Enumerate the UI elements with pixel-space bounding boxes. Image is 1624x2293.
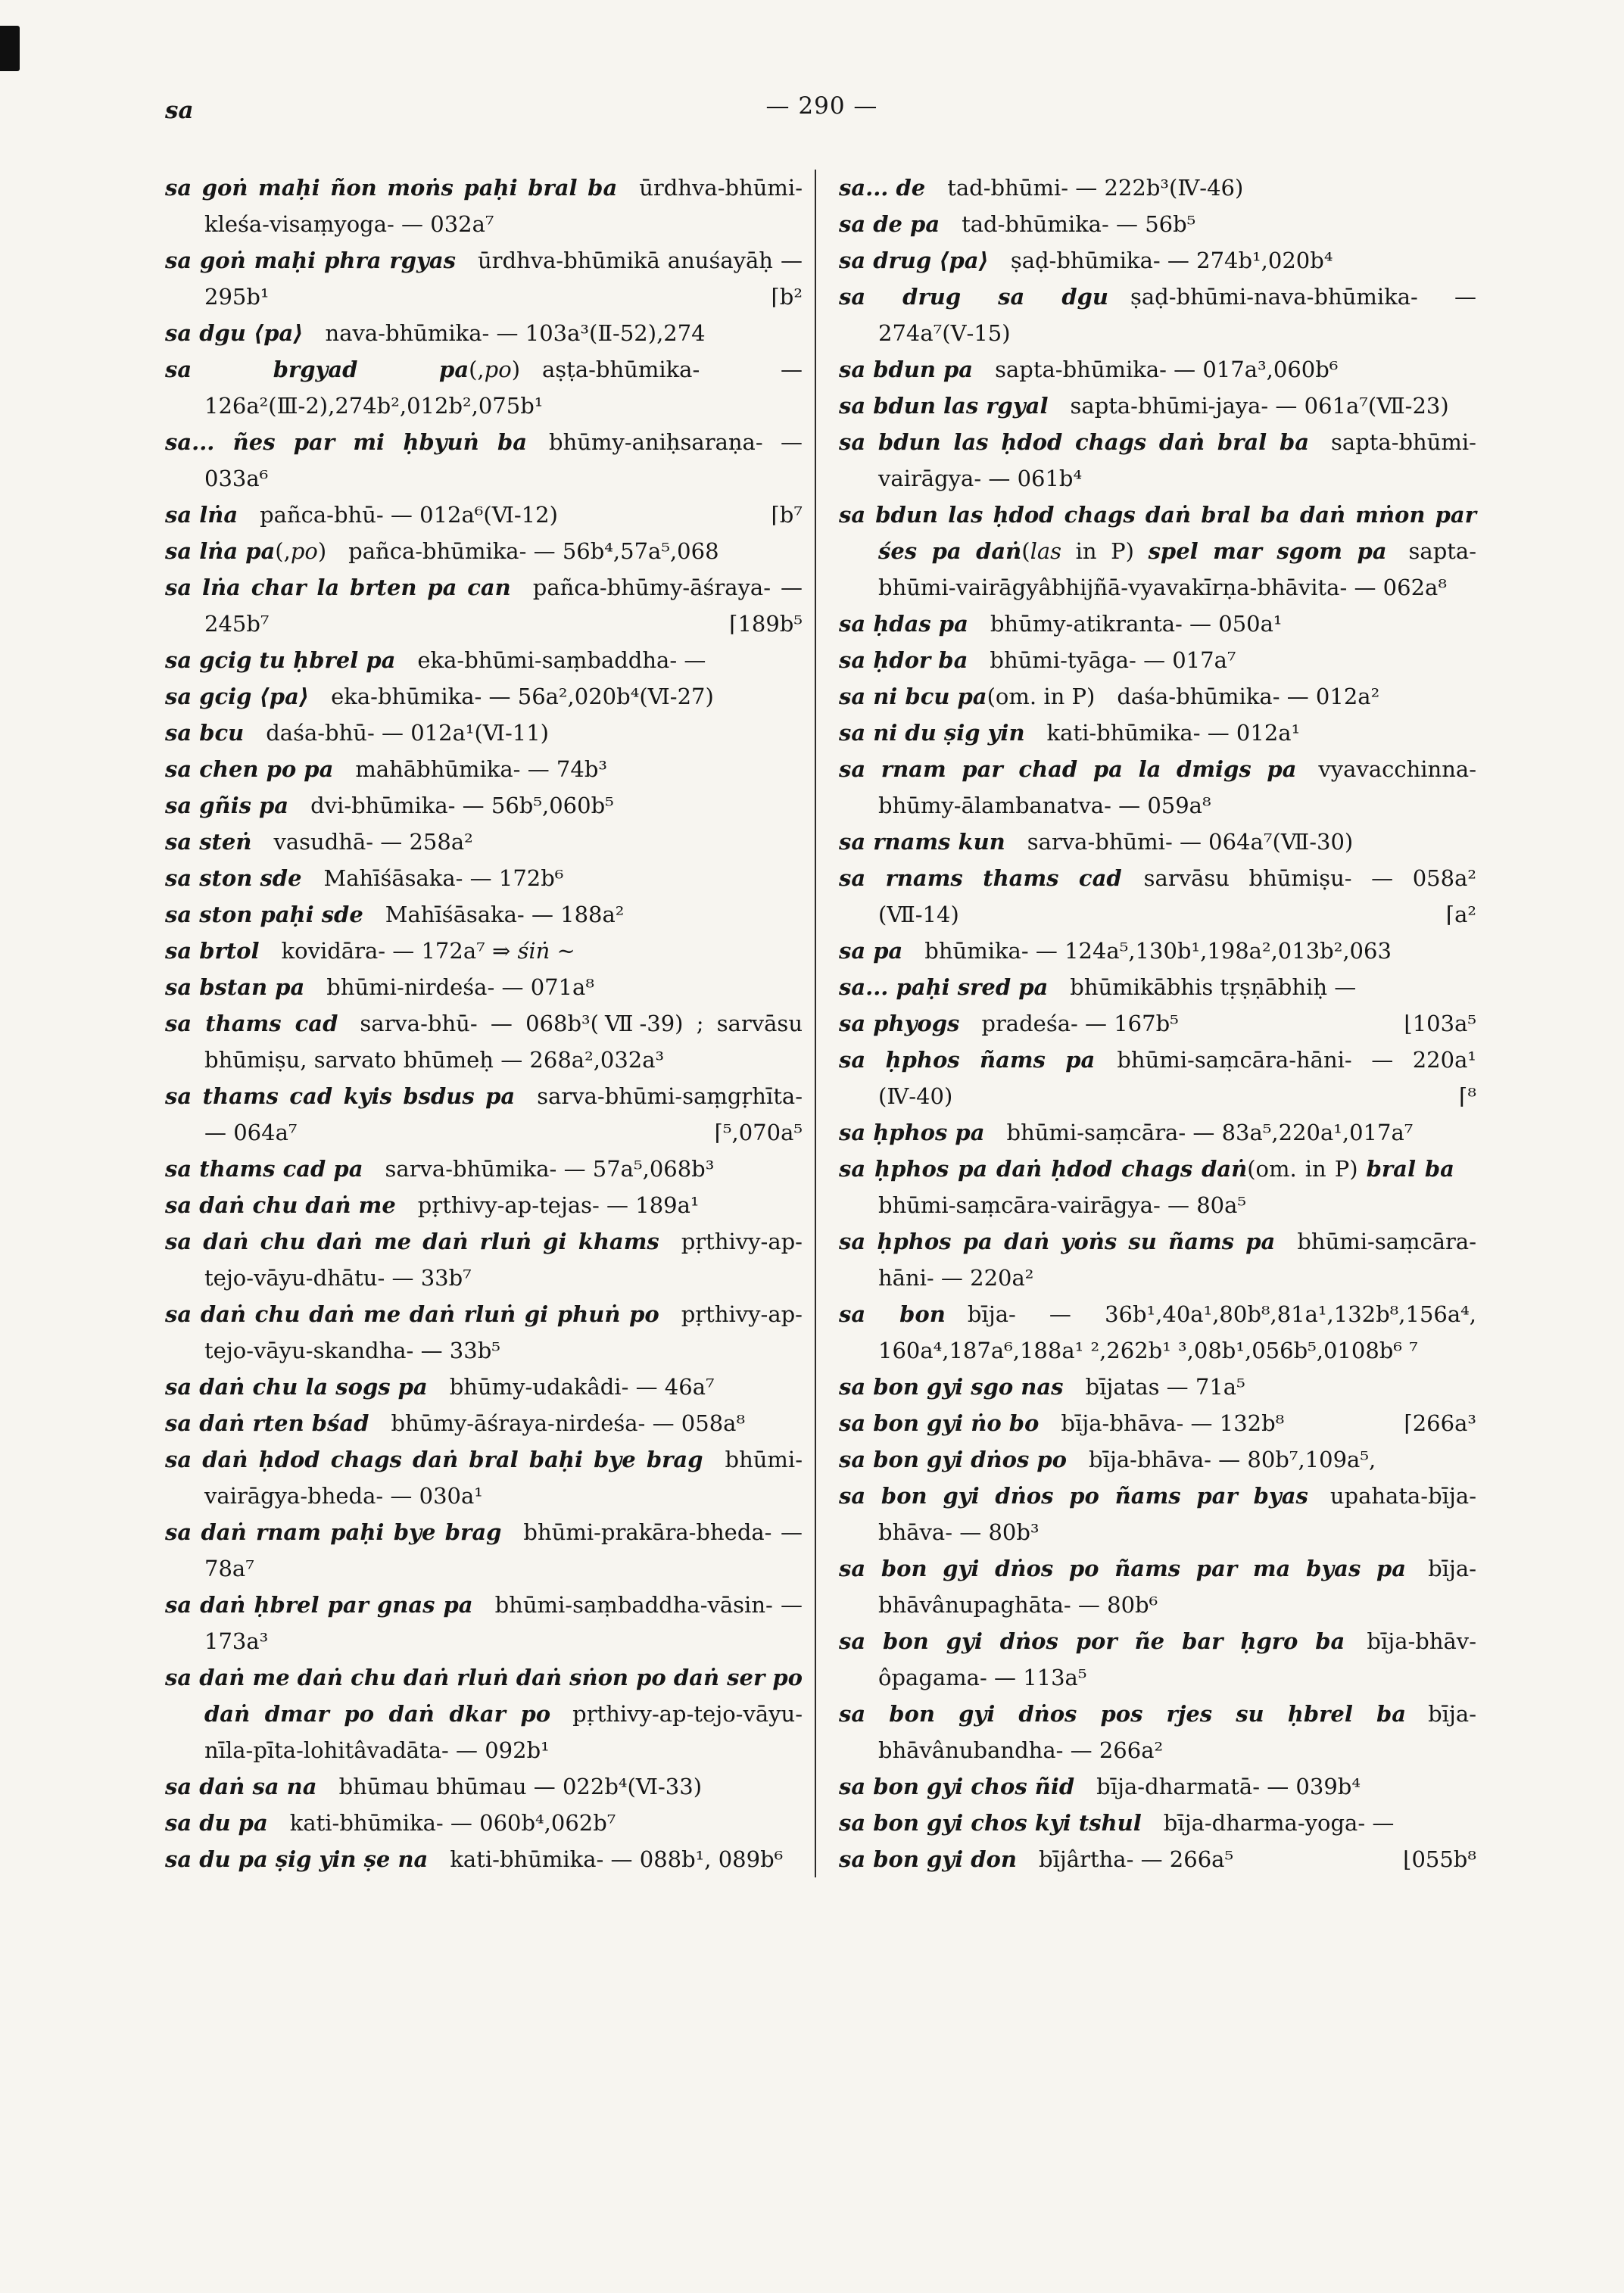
gloss-text: vyavacchinna-bhūmy-ālambanatva- — 059a⁸ [878, 756, 1476, 818]
dictionary-entry [165, 1369, 803, 1405]
tibetan-term: sa daṅ chu daṅ me [165, 1192, 396, 1218]
gloss-text: kovidāra- — 172a⁷ ⇒ [259, 938, 518, 964]
gloss-text: kati-bhūmika- — 060b⁴,062b⁷ [267, 1810, 616, 1836]
gloss-text: ) aṣṭa-bhūmika- — 126a²(Ⅲ-2),274b²,012b²,075b¹ [204, 357, 803, 419]
tibetan-term: sa drug sa dgu [839, 284, 1108, 310]
dictionary-entry [839, 206, 1476, 242]
dictionary-entry [839, 1441, 1476, 1478]
dictionary-entry [165, 1187, 803, 1223]
tibetan-term: sa steṅ [165, 829, 252, 855]
dictionary-entry [839, 1296, 1476, 1369]
gloss-text: nava-bhūmika- — 103a³(Ⅱ-52),274 [303, 320, 706, 346]
gloss-text: pṛthivy-ap-tejas- — 189a¹ [395, 1192, 700, 1218]
gloss-text: ( [1021, 538, 1030, 564]
gloss-text: sapta-bhūmika- — 017a³,060b⁶ [973, 357, 1339, 382]
tibetan-term: sa goṅ maḥi phra rgyas [165, 248, 456, 273]
tibetan-term: sa daṅ ḥdod chags daṅ bral baḥi bye brag [165, 1447, 703, 1472]
gloss-text: pañca-bhūmy-āśraya- — 245b⁷ [204, 575, 803, 637]
gloss-text: bhūmikābhis tṛṣṇābhiḥ — [1048, 974, 1357, 1000]
gloss-text: bīja-dharma-yoga- — [1141, 1810, 1395, 1836]
dictionary-entry [839, 824, 1476, 860]
gloss-text: bhūmi-nirdeśa- — 071a⁸ [304, 974, 594, 1000]
tibetan-term: sa dgu ⟨pa⟩ [165, 320, 304, 346]
gloss-text: bīja-bhāva- — 132b⁸ [1039, 1410, 1285, 1436]
dictionary-entry [165, 860, 803, 896]
gloss-text: bhūmi-prakāra-bheda- — 78a⁷ [204, 1519, 803, 1581]
tibetan-term: sa... ñes par mi ḥbyuṅ ba [165, 429, 528, 455]
margin-note: ⌊055b⁸ [1403, 1846, 1476, 1872]
dictionary-entry [165, 1587, 803, 1659]
tibetan-term: sa lṅa pa [165, 538, 276, 564]
tibetan-term: sa brgyad pa [165, 357, 469, 382]
tibetan-term: sa daṅ ḥbrel par gnas pa [165, 1592, 473, 1618]
gloss-text: kati-bhūmika- — 012a¹ [1024, 720, 1301, 746]
gloss-text: pṛthivy-ap-tejo-vāyu-skandha- — 33b⁵ [204, 1301, 803, 1363]
gloss-text: bhūmy-udakâdi- — 46a⁷ [427, 1374, 715, 1400]
tibetan-term: sa bon gyi don [839, 1846, 1017, 1872]
tibetan-term: sa goṅ maḥi ñon moṅs paḥi bral ba [165, 175, 618, 201]
tibetan-term: sa daṅ chu daṅ me daṅ rluṅ gi khams [165, 1229, 659, 1254]
dictionary-entry [165, 824, 803, 860]
tibetan-term: sa ḥphos pa daṅ yoṅs su ñams pa [839, 1229, 1276, 1254]
tibetan-term: sa bon gyi dṅos po ñams par byas [839, 1483, 1308, 1509]
gloss-text: bīja-bhāv-ôpagama- — 113a⁵ [878, 1628, 1476, 1690]
gloss-text: bījatas — 71a⁵ [1063, 1374, 1245, 1400]
tibetan-term: sa ḥphos pa [839, 1120, 985, 1145]
dictionary-entry [839, 1223, 1476, 1296]
dictionary-entry [839, 1805, 1476, 1841]
right-column [816, 170, 1476, 1877]
gloss-text: sapta-bhūmi-vairāgya- — 061b⁴ [878, 429, 1476, 491]
tibetan-term: sa ni bcu pa [839, 684, 987, 709]
margin-note: ⌈⁵,070a⁵ [714, 1120, 803, 1145]
gloss-text: bhūmi-saṃcāra-hāni- — 220a¹ (Ⅳ-40) [878, 1047, 1476, 1109]
dictionary-entry [165, 170, 803, 242]
tibetan-term: sa daṅ sa na [165, 1774, 317, 1799]
gloss-text: bhūmi-saṃbaddha-vāsin- — 173a³ [204, 1592, 803, 1654]
dictionary-entry [839, 1405, 1476, 1441]
tibetan-term: sa bdun las ḥdod chags daṅ bral ba daṅ mṅon par śes pa daṅ [839, 502, 1476, 564]
gloss-text: upahata-bīja-bhāva- — 80b³ [878, 1483, 1476, 1545]
running-head: sa [165, 97, 194, 124]
gloss-text: bhūmau bhūmau — 022b⁴(Ⅵ-33) [316, 1774, 703, 1799]
tibetan-term: sa bdun las ḥdod chags daṅ bral ba [839, 429, 1310, 455]
tibetan-term: sa bcu [165, 720, 245, 746]
italic-text: śiṅ [517, 938, 550, 964]
tibetan-term: sa rnams kun [839, 829, 1005, 855]
dictionary-entry [839, 715, 1476, 751]
gloss-text: bīja- — 36b¹,40a¹,80b⁸,81a¹,132b⁸,156a⁴, 160a⁴,187a⁶,188a¹ ²,262b¹ ³,08b¹,056b⁵,0108b⁶ ⁷ [878, 1301, 1477, 1363]
dictionary-entry [165, 1005, 803, 1078]
gloss-text: daśa-bhū- — 012a¹(Ⅵ-11) [244, 720, 549, 746]
dictionary-entry [165, 715, 803, 751]
gloss-text: pṛthivy-ap-tejo-vāyu-nīla-pīta-lohitâvadāta- — 092b¹ [204, 1701, 803, 1763]
gloss-text: bīja-bhāva- — 80b⁷,109a⁵, [1067, 1447, 1376, 1472]
dictionary-entry [165, 1405, 803, 1441]
tibetan-term: sa daṅ chu la sogs pa [165, 1374, 428, 1400]
tibetan-term: sa ḥphos pa daṅ ḥdod chags daṅ [839, 1156, 1248, 1182]
tibetan-term: sa du pa [165, 1810, 268, 1836]
tibetan-term: sa daṅ rnam paḥi bye brag [165, 1519, 502, 1545]
dictionary-entry [165, 1841, 803, 1877]
dictionary-entry [839, 388, 1476, 424]
dictionary-entry [839, 751, 1476, 824]
tibetan-term: sa pa [839, 938, 903, 964]
margin-note: ⌈189b⁵ [729, 611, 803, 637]
tibetan-term: sa ston paḥi sde [165, 902, 363, 927]
gloss-text: sarvāsu bhūmiṣu- — 058a² (Ⅶ-14) [878, 865, 1476, 927]
italic-text: po [290, 538, 318, 564]
dictionary-entry [839, 279, 1476, 351]
tibetan-term: sa thams cad kyis bsdus pa [165, 1083, 516, 1109]
gloss-text: ~ [550, 938, 575, 964]
tibetan-term: sa bstan pa [165, 974, 305, 1000]
tibetan-term: sa chen po pa [165, 756, 334, 782]
tibetan-term: sa lṅa [165, 502, 238, 528]
tibetan-term: bral ba [1366, 1156, 1454, 1182]
gloss-text: ) pañca-bhūmika- — 56b⁴,57a⁵,068 [317, 538, 719, 564]
dictionary-entry [839, 1550, 1476, 1623]
scan-artifact [0, 26, 20, 71]
dictionary-entry [165, 533, 803, 569]
gloss-text: (om. in P) daśa-bhūmika- — 012a² [987, 684, 1380, 709]
dictionary-entry [165, 896, 803, 933]
left-column [165, 170, 803, 1877]
gloss-text: (om. in P) [1247, 1156, 1367, 1182]
gloss-text: eka-bhūmika- — 56a²,020b⁴(Ⅵ-27) [309, 684, 714, 709]
gloss-text: bīja-dharmatā- — 039b⁴ [1074, 1774, 1361, 1799]
tibetan-term: sa bdun pa [839, 357, 974, 382]
dictionary-entry [839, 1151, 1476, 1223]
dictionary-entry [839, 1478, 1476, 1550]
dictionary-entry [839, 860, 1476, 933]
dictionary-entry [165, 787, 803, 824]
dictionary-entry [165, 1768, 803, 1805]
gloss-text: pañca-bhū- — 012a⁶(Ⅵ-12) [238, 502, 558, 528]
tibetan-term: sa thams cad [165, 1011, 338, 1036]
tibetan-term: sa ḥdor ba [839, 647, 968, 673]
dictionary-entry [165, 1151, 803, 1187]
tibetan-term: sa daṅ chu daṅ me daṅ rluṅ gi phuṅ po [165, 1301, 659, 1327]
dictionary-entry [165, 1514, 803, 1587]
tibetan-term: sa daṅ me daṅ chu daṅ rluṅ daṅ sṅon po daṅ ser po daṅ dmar po daṅ dkar po [165, 1665, 803, 1727]
tibetan-term: sa ni du ṣig yin [839, 720, 1025, 746]
tibetan-term: sa bon gyi dṅos pos rjes su ḥbrel ba [839, 1701, 1407, 1727]
gloss-text: tad-bhūmika- — 56b⁵ [940, 211, 1196, 237]
gloss-text: pradeśa- — 167b⁵ [959, 1011, 1179, 1036]
gloss-text: bhūmy-aniḥsaraṇa- — 033a⁶ [204, 429, 803, 491]
gloss-text: Mahīśāsaka- — 188a² [363, 902, 625, 927]
tibetan-term: sa gcig ⟨pa⟩ [165, 684, 310, 709]
gloss-text: bīja-bhāvânubandha- — 266a² [878, 1701, 1476, 1763]
tibetan-term: spel mar sgom pa [1148, 538, 1387, 564]
tibetan-term: sa... paḥi sred pa [839, 974, 1049, 1000]
tibetan-term: sa rnam par chad pa la dmigs pa [839, 756, 1297, 782]
gloss-text: dvi-bhūmika- — 56b⁵,060b⁵ [288, 793, 614, 818]
dictionary-entry [839, 933, 1476, 969]
tibetan-term: sa bon gyi dṅos po ñams par ma byas pa [839, 1556, 1407, 1581]
gloss-text: mahābhūmika- — 74b³ [333, 756, 608, 782]
dictionary-entry [165, 1805, 803, 1841]
gloss-text: (, [275, 538, 291, 564]
margin-note: ⌈a² [1445, 902, 1476, 927]
gloss-text: bhūmi-saṃcāra-hāni- — 220a² [878, 1229, 1476, 1291]
margin-note: ⌊103a⁵ [1404, 1011, 1476, 1036]
italic-text: po [484, 357, 512, 382]
margin-note: ⌈266a³ [1404, 1410, 1476, 1436]
tibetan-term: sa ḥphos ñams pa [839, 1047, 1096, 1073]
dictionary-entry [839, 351, 1476, 388]
gloss-text: ūrdhva-bhūmi-kleśa-visaṃyoga- — 032a⁷ [204, 175, 803, 237]
tibetan-term: sa brtol [165, 938, 260, 964]
gloss-text: bhūmi-saṃcāra-vairāgya- — 80a⁵ [878, 1156, 1476, 1218]
dictionary-entry [839, 170, 1476, 206]
tibetan-term: sa bon gyi ṅo bo [839, 1410, 1040, 1436]
dictionary-entry [165, 678, 803, 715]
gloss-text: sarva-bhūmi- — 064a⁷(Ⅶ-30) [1005, 829, 1354, 855]
dictionary-entry [839, 497, 1476, 606]
dictionary-entry [165, 642, 803, 678]
tibetan-term: sa ḥdas pa [839, 611, 968, 637]
dictionary-entry [839, 1114, 1476, 1151]
gloss-text: kati-bhūmika- — 088b¹, 089b⁶ [428, 1846, 784, 1872]
dictionary-entry [839, 1005, 1476, 1042]
dictionary-entry [165, 569, 803, 642]
tibetan-term: sa... de [839, 175, 926, 201]
tibetan-term: sa bon gyi sgo nas [839, 1374, 1064, 1400]
tibetan-term: sa ston sde [165, 865, 302, 891]
gloss-text: vasudhā- — 258a² [251, 829, 473, 855]
gloss-text: eka-bhūmi-saṃbaddha- — [395, 647, 706, 673]
dictionary-entry [165, 969, 803, 1005]
tibetan-term: sa du pa ṣig yin ṣe na [165, 1846, 429, 1872]
dictionary-entry [839, 1369, 1476, 1405]
dictionary-entry [839, 1768, 1476, 1805]
dictionary-entry [165, 497, 803, 533]
gloss-text: bhūmy-āśraya-nirdeśa- — 058a⁸ [369, 1410, 746, 1436]
dictionary-entry [839, 642, 1476, 678]
dictionary-entry [165, 424, 803, 497]
gloss-text: bījârtha- — 266a⁵ [1016, 1846, 1234, 1872]
dictionary-entry [839, 678, 1476, 715]
tibetan-term: sa bon [839, 1301, 946, 1327]
gloss-text: ūrdhva-bhūmikā anuśayāḥ — 295b¹ [204, 248, 803, 310]
dictionary-entry [839, 1623, 1476, 1696]
dictionary-entry [165, 933, 803, 969]
page-header [165, 92, 1479, 127]
gloss-text: bhūmi-tyāga- — 017a⁷ [968, 647, 1236, 673]
tibetan-term: sa phyogs [839, 1011, 960, 1036]
dictionary-entry [165, 1296, 803, 1369]
gloss-text: bhūmi-vairāgya-bheda- — 030a¹ [204, 1447, 803, 1509]
tibetan-term: sa bon gyi chos ñid [839, 1774, 1075, 1799]
text-block [165, 170, 1476, 1877]
gloss-text: (, [469, 357, 485, 382]
dictionary-entry [165, 1223, 803, 1296]
tibetan-term: sa bdun las rgyal [839, 393, 1049, 419]
tibetan-term: sa bon gyi dṅos po [839, 1447, 1068, 1472]
gloss-text: ṣaḍ-bhūmika- — 274b¹,020b⁴ [988, 248, 1333, 273]
gloss-text: sapta-bhūmi-vairāgyâbhijñā-vyavakīrṇa-bhāvita- — 062a⁸ [878, 538, 1476, 600]
tibetan-term: sa rnams thams cad [839, 865, 1122, 891]
gloss-text: Mahīśāsaka- — 172b⁶ [301, 865, 564, 891]
dictionary-entry [839, 1042, 1476, 1114]
italic-text: las [1030, 538, 1062, 564]
gloss-text: bhūmy-atikranta- — 050a¹ [968, 611, 1283, 637]
gloss-text: bhūmika- — 124a⁵,130b¹,198a²,013b²,063 [902, 938, 1392, 964]
dictionary-entry [165, 1659, 803, 1768]
dictionary-entry [165, 351, 803, 424]
dictionary-entry [839, 1841, 1476, 1877]
page-number: — 290 — [765, 92, 878, 120]
gloss-text: pṛthivy-ap-tejo-vāyu-dhātu- — 33b⁷ [204, 1229, 803, 1291]
gloss-text: in P) [1061, 538, 1149, 564]
gloss-text: ṣaḍ-bhūmi-nava-bhūmika- — 274a⁷(Ⅴ-15) [878, 284, 1476, 346]
tibetan-term: sa de pa [839, 211, 940, 237]
tibetan-term: sa thams cad pa [165, 1156, 363, 1182]
gloss-text: sarva-bhūmika- — 57a⁵,068b³ [363, 1156, 715, 1182]
dictionary-entry [839, 1696, 1476, 1768]
tibetan-term: sa bon gyi chos kyi tshul [839, 1810, 1142, 1836]
tibetan-term: sa drug ⟨pa⟩ [839, 248, 989, 273]
gloss-text: sarva-bhūmi-saṃgṛhīta- — 064a⁷ [204, 1083, 803, 1145]
tibetan-term: sa daṅ rten bśad [165, 1410, 369, 1436]
tibetan-term: sa gñis pa [165, 793, 289, 818]
dictionary-entry [165, 315, 803, 351]
gloss-text: bhūmi-saṃcāra- — 83a⁵,220a¹,017a⁷ [984, 1120, 1414, 1145]
gloss-text: tad-bhūmi- — 222b³(Ⅳ-46) [925, 175, 1244, 201]
margin-note: ⌈b⁷ [771, 502, 803, 528]
tibetan-term: sa lṅa char la brten pa can [165, 575, 511, 600]
dictionary-entry [165, 1441, 803, 1514]
tibetan-term: sa bon gyi dṅos por ñe bar ḥgro ba [839, 1628, 1345, 1654]
dictionary-entry [839, 424, 1476, 497]
margin-note: ⌈⁸ [1459, 1083, 1476, 1109]
gloss-text: sapta-bhūmi-jaya- — 061a⁷(Ⅶ-23) [1048, 393, 1449, 419]
dictionary-entry [165, 751, 803, 787]
dictionary-entry [839, 242, 1476, 279]
margin-note: ⌈b² [771, 284, 803, 310]
gloss-text: bīja-bhāvânupaghāta- — 80b⁶ [878, 1556, 1476, 1618]
dictionary-entry [839, 969, 1476, 1005]
dictionary-entry [839, 606, 1476, 642]
tibetan-term: sa gcig tu ḥbrel pa [165, 647, 396, 673]
dictionary-entry [165, 242, 803, 315]
gloss-text: sarva-bhū- — 068b³(Ⅶ-39) ; sarvāsu bhūmiṣu, sarvato bhūmeḥ — 268a²,032a³ [204, 1011, 803, 1073]
dictionary-entry [165, 1078, 803, 1151]
